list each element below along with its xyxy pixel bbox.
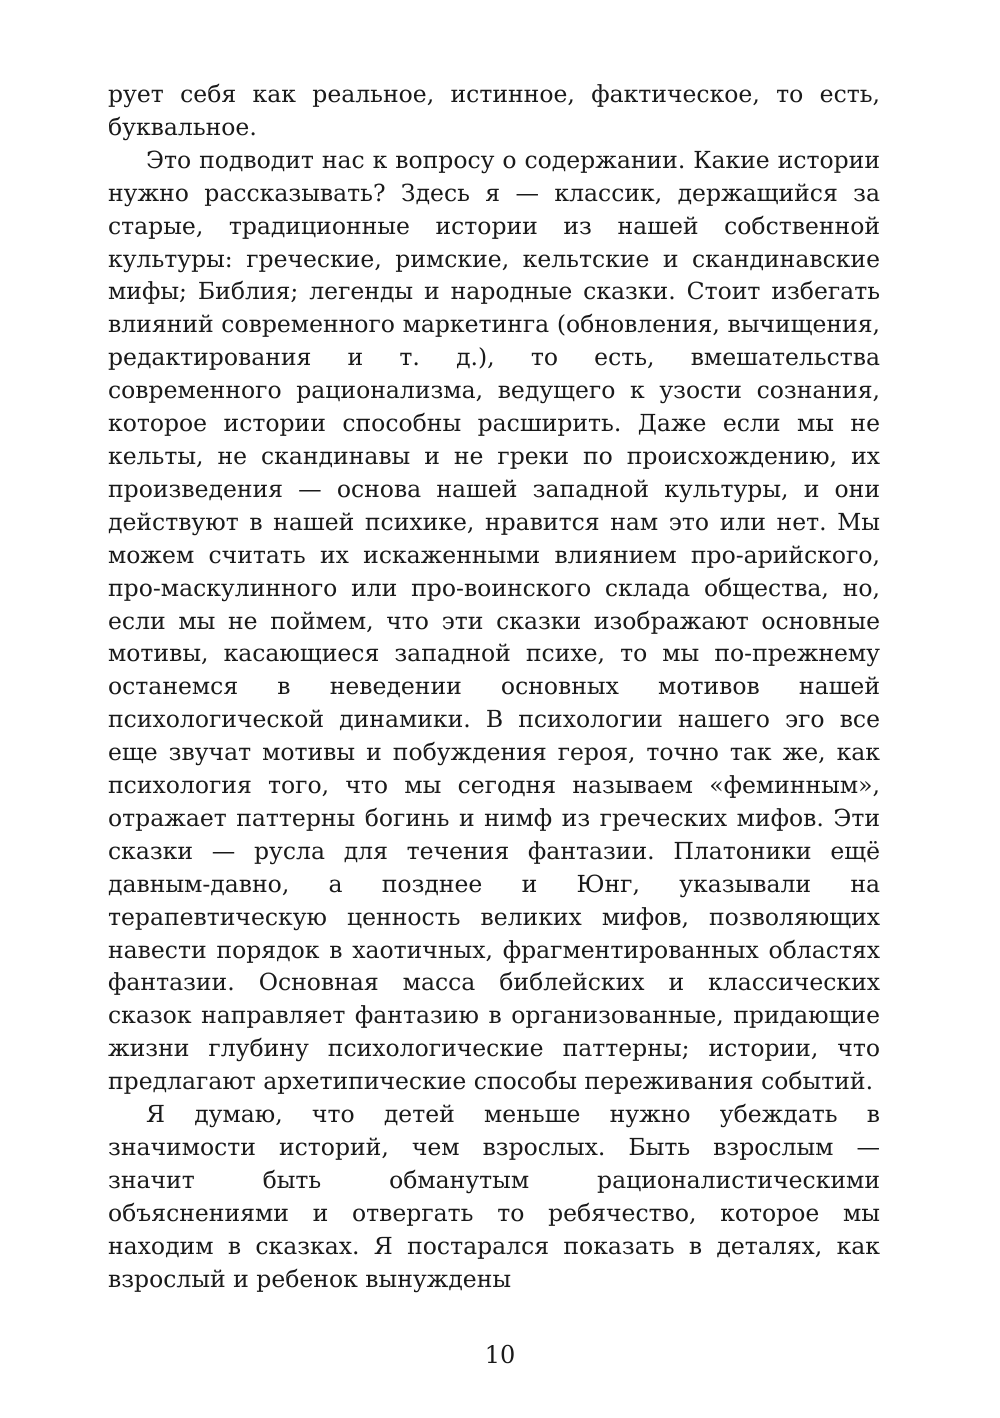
body-text <box>108 78 880 1296</box>
paragraph-children-adults: Я думаю, что детей меньше нужно убеждать в значимости историй, чем взрослых. Быть взрослым — значит быть обманутым рационалистическими объяснениями и отвергать то ребячество, которое мы находим в сказках. Я постарался показать в деталях, как взрослый и ребенок вынуждены <box>108 1100 880 1293</box>
paragraph-stories-content: Это подводит нас к вопросу о содержании. Какие истории нужно рассказывать? Здесь я — классик, держащийся за старые, традиционные истории из нашей собственной культуры: греческие, римские, кельтские и скандинавские мифы; Библия; легенды и народные сказки. Стоит избегать влияний современного маркетинга (обновления, вычищения, редактирования и т. д.), то есть, вмешательства современного рационализма, ведущего к узости сознания, которое истории способны расширить. Даже если мы не кельты, не скандинавы и не греки по происхождению, их произведения — основа нашей западной культуры, и они действуют в нашей психике, нравится нам это или нет. Мы можем считать их искаженными влиянием про-арийского, про-маскулинного или про-воинского склада общества, но, если мы не поймем, что эти сказки изображают основные мотивы, касающиеся западной психе, то мы по-прежнему останемся в неведении основных мотивов нашей психологической динамики. В психологии нашего эго все еще звучат мотивы и побуждения героя, точно так же, как психология того, что мы сегодня называем «феминным», отражает паттерны богинь и нимф из греческих мифов. Эти сказки — русла для течения фантазии. Платоники ещё давным-давно, а позднее и Юнг, указывали на терапевтическую ценность великих мифов, позволяющих навести порядок в хаотичных, фрагментированных областях фантазии. Основная масса библейских и классических сказок направляет фантазию в организованные, придающие жизни глубину психологические паттерны; истории, что предлагают архетипические способы переживания событий. <box>108 145 880 1096</box>
page-number: 10 <box>484 1341 516 1369</box>
paragraph-continuation: рует себя как реальное, истинное, фактическое, то есть, буквальное. <box>108 80 880 141</box>
